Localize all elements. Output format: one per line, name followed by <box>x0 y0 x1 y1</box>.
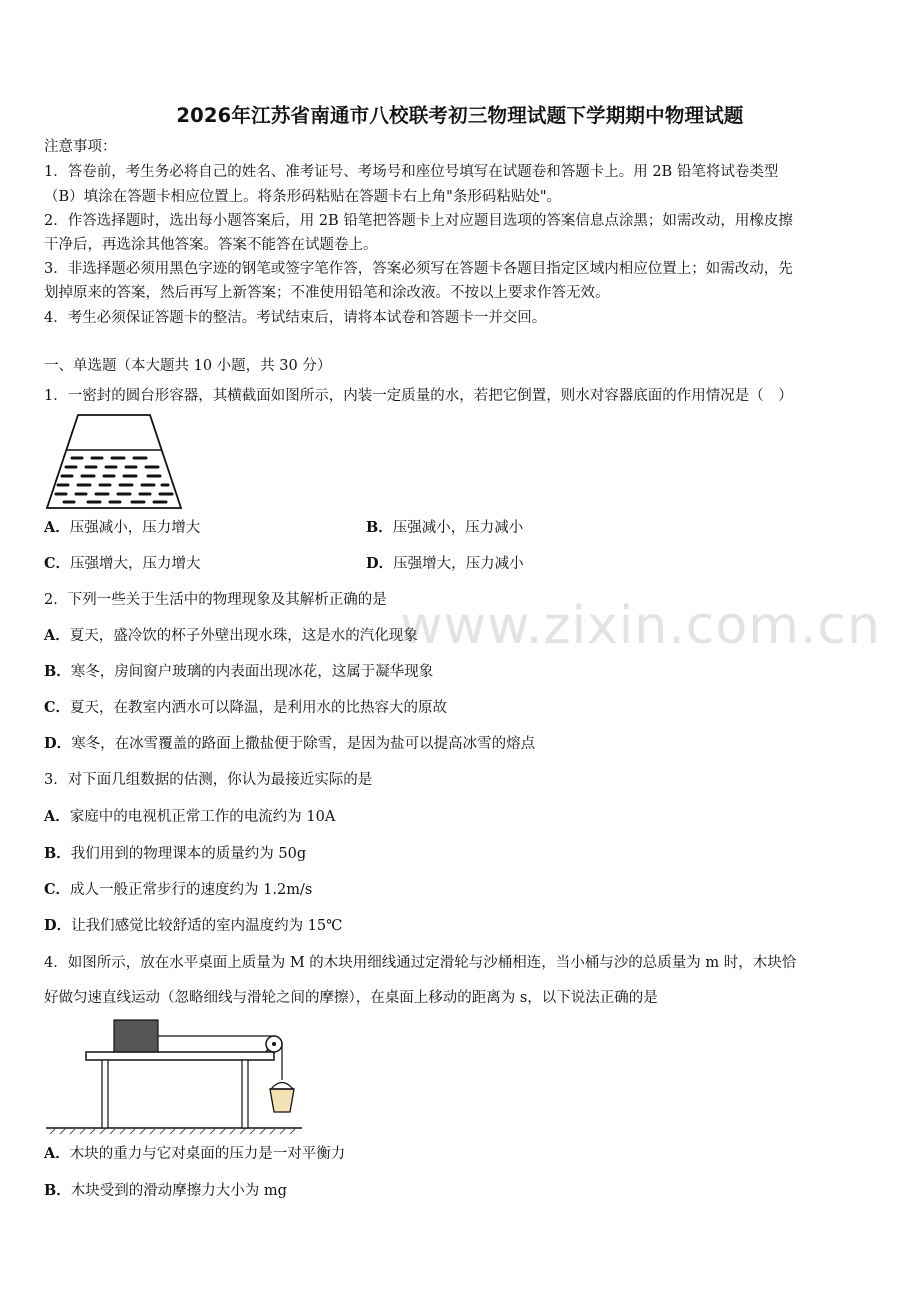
option-letter: B． <box>44 845 71 862</box>
question-3-stem: 3．对下面几组数据的估测，你认为最接近实际的是 <box>44 772 373 788</box>
option-text: 压强增大，压力增大 <box>70 556 201 572</box>
option-text: 我们用到的物理课本的质量约为 50g <box>70 846 307 862</box>
page-title: 2026年江苏省南通市八校联考初三物理试题下学期期中物理试题 <box>176 104 744 127</box>
question-2-option-a[interactable] <box>44 627 418 645</box>
option-letter: D． <box>44 917 72 934</box>
option-text: 家庭中的电视机正常工作的电流约为 10A <box>69 809 336 825</box>
option-letter: A． <box>44 627 70 644</box>
question-1-option-a[interactable] <box>44 519 200 537</box>
question-4-option-a[interactable] <box>44 1145 345 1163</box>
notice-line: 3．非选择题必须用黑色字迹的钢笔或签字笔作答，答案必须写在答题卡各题目指定区域内相应位置上；如需改动，先 <box>44 261 793 277</box>
watermark: www.zixin.com.cn <box>400 596 881 656</box>
question-3-option-c[interactable] <box>44 881 312 899</box>
option-text: 寒冬，房间窗户玻璃的内表面出现冰花，这属于凝华现象 <box>70 664 434 680</box>
option-letter: D． <box>44 735 72 752</box>
question-2-option-c[interactable] <box>44 699 447 717</box>
notice-line: 划掉原来的答案，然后再写上新答案；不准使用铅笔和涂改液。不按以上要求作答无效。 <box>44 285 610 301</box>
option-text: 寒冬，在冰雪覆盖的路面上撒盐便于除雪，是因为盐可以提高冰雪的熔点 <box>71 736 536 752</box>
notice-line: 2．作答选择题时，选出每小题答案后，用 2B 铅笔把答题卡上对应题目选项的答案信息点涂黑；如需改动，用橡皮擦 <box>44 213 793 229</box>
option-text: 让我们感觉比较舒适的室内温度约为 15℃ <box>71 918 343 934</box>
question-1-option-b[interactable] <box>366 519 523 537</box>
notice-line: 干净后，再选涂其他答案。答案不能答在试题卷上。 <box>44 237 378 253</box>
option-text: 木块的重力与它对桌面的压力是一对平衡力 <box>69 1146 346 1162</box>
section-heading: 一、单选题（本大题共 10 小题，共 30 分） <box>44 358 332 374</box>
option-letter: D． <box>366 555 394 572</box>
option-text: 夏天，在教室内洒水可以降温，是利用水的比热容大的原故 <box>70 700 448 716</box>
option-letter: B． <box>44 663 71 680</box>
question-3-option-b[interactable] <box>44 845 306 863</box>
option-text: 压强增大，压力减小 <box>393 556 524 572</box>
question-3-option-a[interactable] <box>44 808 335 826</box>
notice-line: 4．考生必须保证答题卡的整洁。考试结束后，请将本试卷和答题卡一并交回。 <box>44 310 547 326</box>
question-2-stem: 2．下列一些关于生活中的物理现象及其解析正确的是 <box>44 592 387 608</box>
truncated-cone-container-figure <box>44 412 184 512</box>
option-letter: B． <box>366 519 393 536</box>
question-1-option-c[interactable] <box>44 555 201 573</box>
option-text: 成人一般正常步行的速度约为 1.2m/s <box>70 882 313 898</box>
option-text: 夏天，盛冷饮的杯子外壁出现水珠，这是水的汽化现象 <box>69 628 418 644</box>
notice-heading: 注意事项： <box>44 139 117 155</box>
option-text: 木块受到的滑动摩擦力大小为 mg <box>70 1183 287 1199</box>
notice-line: 1．答卷前，考生务必将自己的姓名、准考证号、考场号和座位号填写在试题卷和答题卡上。用 2B 铅笔将试卷类型 <box>44 164 779 180</box>
option-letter: C． <box>44 881 71 898</box>
question-4-stem-line-2: 好做匀速直线运动（忽略细线与滑轮之间的摩擦），在桌面上移动的距离为 s，以下说法正确的是 <box>44 990 658 1006</box>
question-3-option-d[interactable] <box>44 917 342 935</box>
option-letter: C． <box>44 699 71 716</box>
option-letter: A． <box>44 808 70 825</box>
question-4-option-b[interactable] <box>44 1182 287 1200</box>
question-1-stem: 1．一密封的圆台形容器，其横截面如图所示，内装一定质量的水，若把它倒置，则水对容器底面的作用情况是（ ） <box>44 388 793 404</box>
option-text: 压强减小，压力增大 <box>69 520 201 536</box>
question-2-option-d[interactable] <box>44 735 535 753</box>
option-text: 压强减小，压力减小 <box>392 520 524 536</box>
option-letter: A． <box>44 519 70 536</box>
option-letter: A． <box>44 1145 70 1162</box>
question-1-option-d[interactable] <box>366 555 524 573</box>
option-letter: B． <box>44 1182 71 1199</box>
pulley-table-figure <box>44 1016 304 1136</box>
option-letter: C． <box>44 555 71 572</box>
notice-line: （B）填涂在答题卡相应位置上。将条形码粘贴在答题卡右上角"条形码粘贴处"。 <box>44 189 561 205</box>
question-2-option-b[interactable] <box>44 663 433 681</box>
question-4-stem-line-1: 4．如图所示，放在水平桌面上质量为 M 的木块用细线通过定滑轮与沙桶相连，当小桶与沙的总质量为 m 时，木块恰 <box>44 955 797 971</box>
